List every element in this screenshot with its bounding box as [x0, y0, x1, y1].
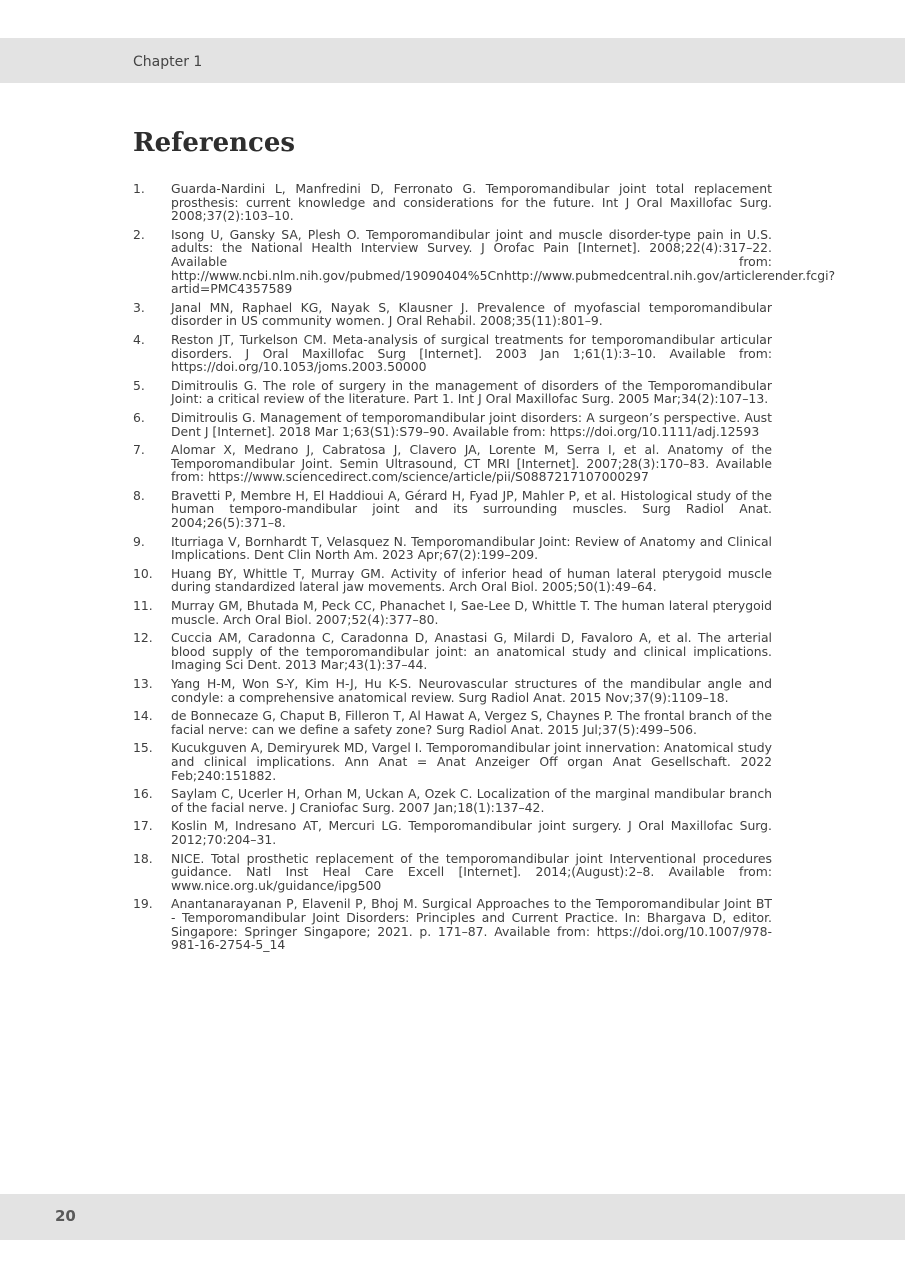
reference-item	[133, 741, 772, 782]
reference-text: Reston JT, Turkelson CM. Meta-analysis of surgical treatments for temporomandibular articular disorders. J Oral Maxillofac Surg [Internet]. 2003 Jan 1;61(1):3–10. Available from: https://doi.org/10.1053/joms.2003.50000	[171, 331, 772, 375]
reference-item	[133, 897, 772, 951]
reference-item	[133, 443, 772, 484]
reference-text: Kucukguven A, Demiryurek MD, Vargel I. Temporomandibular joint innervation: Anatomical study and clinical implications. Ann Anat = Anat Anzeiger Off organ Anat Gesellschaft. 2022 Feb;240:151882.	[171, 740, 772, 783]
reference-text: Janal MN, Raphael KG, Nayak S, Klausner J. Prevalence of myofascial temporomandibular disorder in US community women. J Oral Rehabil. 2008;35(11):801–9.	[171, 299, 772, 329]
reference-item	[133, 411, 772, 438]
reference-number: 17.	[133, 818, 153, 834]
reference-number: 2.	[133, 226, 145, 242]
reference-text: Anantanarayanan P, Elavenil P, Bhoj M. Surgical Approaches to the Temporomandibular Joint BT - Temporomandibular Joint Disorders: Principles and Current Practice. In: Bhargava D, editor. Singapore: Springer Singapore; 2021. p. 171–87. Available from: https://doi.org/10.1007/978-981-16-2754-5_14	[171, 896, 772, 953]
reference-item	[133, 852, 772, 893]
reference-list	[133, 181, 836, 957]
reference-text: Isong U, Gansky SA, Plesh O. Temporomandibular joint and muscle disorder-type pain in U.S. adults: the National Health Interview Survey. J Orofac Pain [Internet]. 2008;22(4):317–22. Available from: http://www.ncbi.nlm.nih.gov/pubmed/19090404%5Cnhttp://www.pubmedcentral.nih.gov/articlerender.fcgi?artid=PMC4357589	[171, 226, 836, 297]
reference-number: 10.	[133, 565, 153, 581]
running-footer	[0, 1194, 905, 1240]
reference-item	[133, 489, 772, 530]
reference-number: 5.	[133, 377, 145, 393]
reference-item	[133, 819, 772, 846]
reference-text: de Bonnecaze G, Chaput B, Filleron T, Al Hawat A, Vergez S, Chaynes P. The frontal branch of the facial nerve: can we define a safety zone? Surg Radiol Anat. 2015 Jul;37(5):499–506.	[171, 708, 772, 737]
reference-text: Cuccia AM, Caradonna C, Caradonna D, Anastasi G, Milardi D, Favaloro A, et al. The arterial blood supply of the temporomandibular joint: an anatomical study and clinical implications. Imaging Sci Dent. 2013 Mar;43(1):37–44.	[171, 630, 772, 673]
reference-text: Dimitroulis G. The role of surgery in the management of disorders of the Temporomandibular Joint: a critical review of the literature. Part 1. Int J Oral Maxillofac Surg. 2005 Mar;34(2):107–13.	[171, 377, 772, 407]
reference-item	[133, 599, 772, 626]
page-number: 20	[55, 1207, 76, 1225]
page-title: References	[133, 128, 296, 158]
reference-item	[133, 379, 772, 406]
reference-item	[133, 567, 772, 594]
reference-text: Saylam C, Ucerler H, Orhan M, Uckan A, Ozek C. Localization of the marginal mandibular branch of the facial nerve. J Craniofac Surg. 2007 Jan;18(1):137–42.	[171, 786, 772, 815]
reference-number: 15.	[133, 740, 153, 756]
reference-item	[133, 631, 772, 672]
reference-number: 11.	[133, 598, 153, 614]
reference-number: 6.	[133, 409, 145, 425]
reference-text: Yang H-M, Won S-Y, Kim H-J, Hu K-S. Neurovascular structures of the mandibular angle and condyle: a comprehensive anatomical review. Surg Radiol Anat. 2015 Nov;37(9):1109–18.	[171, 676, 772, 705]
reference-number: 8.	[133, 487, 145, 503]
reference-number: 18.	[133, 850, 153, 866]
reference-item	[133, 677, 772, 704]
reference-number: 13.	[133, 676, 153, 691]
reference-text: Murray GM, Bhutada M, Peck CC, Phanachet I, Sae-Lee D, Whittle T. The human lateral pterygoid muscle. Arch Oral Biol. 2007;52(4):377–80.	[171, 598, 772, 627]
reference-item	[133, 301, 772, 328]
reference-item	[133, 226, 836, 297]
reference-number: 14.	[133, 708, 153, 724]
reference-number: 19.	[133, 896, 153, 912]
reference-number: 16.	[133, 786, 153, 802]
chapter-label: Chapter 1	[133, 54, 203, 70]
reference-item	[133, 535, 772, 562]
reference-number: 1.	[133, 181, 145, 196]
reference-text: NICE. Total prosthetic replacement of the temporomandibular joint Interventional procedures guidance. Natl Inst Heal Care Excell [Internet]. 2014;(August):2–8. Available from: www.nice.org.uk/guidance/ipg500	[171, 850, 772, 893]
reference-number: 4.	[133, 331, 145, 347]
reference-number: 9.	[133, 533, 145, 549]
reference-item	[133, 182, 772, 223]
reference-text: Bravetti P, Membre H, El Haddioui A, Gérard H, Fyad JP, Mahler P, et al. Histological study of the human temporo-mandibular joint and its surrounding muscles. Surg Radiol Anat. 2004;26(5):371–8.	[171, 487, 772, 531]
reference-number: 12.	[133, 630, 153, 646]
reference-number: 3.	[133, 299, 145, 315]
reference-text: Alomar X, Medrano J, Cabratosa J, Clavero JA, Lorente M, Serra I, et al. Anatomy of the Temporomandibular Joint. Semin Ultrasound, CT MRI [Internet]. 2007;28(3):170–83. Available from: https://www.sciencedirect.com/science/article/pii/S0887217107000297	[171, 442, 772, 485]
reference-text: Huang BY, Whittle T, Murray GM. Activity of inferior head of human lateral pterygoid muscle during standardized lateral jaw movements. Arch Oral Biol. 2005;50(1):49–64.	[171, 565, 772, 595]
reference-item	[133, 333, 772, 374]
reference-text: Dimitroulis G. Management of temporomandibular joint disorders: A surgeon’s perspective. Aust Dent J [Internet]. 2018 Mar 1;63(S1):S79–90. Available from: https://doi.org/10.1111/adj.12593	[171, 409, 772, 439]
reference-text: Koslin M, Indresano AT, Mercuri LG. Temporomandibular joint surgery. J Oral Maxillofac Surg. 2012;70:204–31.	[171, 818, 772, 847]
reference-item	[133, 787, 772, 814]
reference-text: Iturriaga V, Bornhardt T, Velasquez N. Temporomandibular Joint: Review of Anatomy and Clinical Implications. Dent Clin North Am. 2023 Apr;67(2):199–209.	[171, 533, 772, 563]
reference-text: Guarda-Nardini L, Manfredini D, Ferronato G. Temporomandibular joint total replacement prosthesis: current knowledge and considerations for the future. Int J Oral Maxillofac Surg. 2008;37(2):103–10.	[171, 181, 772, 224]
reference-number: 7.	[133, 442, 145, 458]
reference-item	[133, 709, 772, 736]
